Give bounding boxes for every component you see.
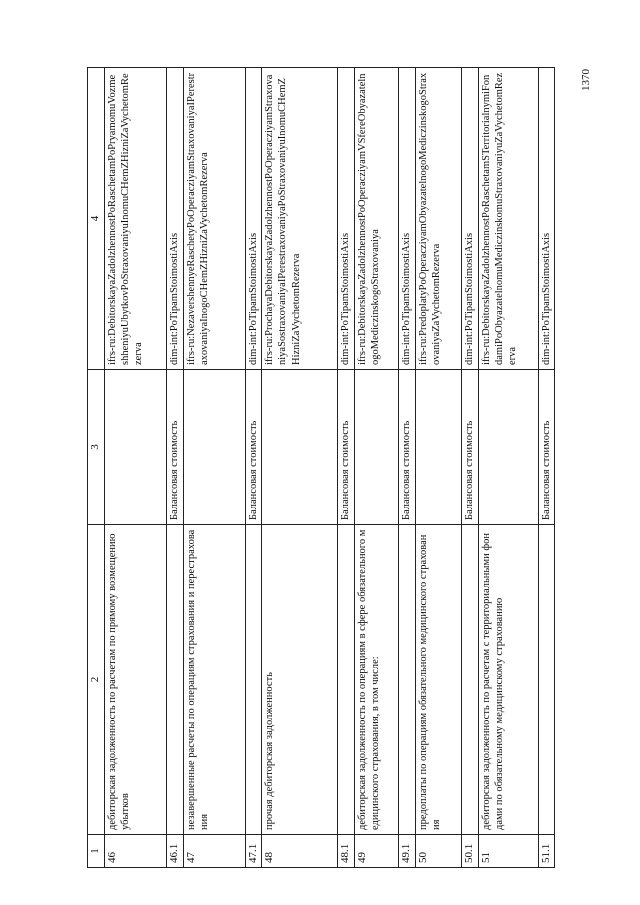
row-concept: ifrs-ru:DebitorskayaZadolzhennostPoRaschetamPoPryamomuVozmeshheniyuUbytkovPoStraxovaniyuInomuCHemZHizniZaVychetomRezerva [104, 68, 166, 370]
page-number-text: 1370 [580, 69, 592, 91]
row-concept: dim-int:PoTipamStoimostiAxis [461, 68, 478, 370]
row-measure: Балансовая стоимость [338, 370, 355, 525]
rotated-table-wrapper [87, 68, 552, 868]
row-description: дебиторская задолженность по расчетам по прямому возмещению убытков [104, 525, 166, 835]
row-number: 49.1 [399, 835, 416, 868]
row-concept: ifrs-ru:DebitorskayaZadolzhennostPoOperacziyamVSfereObyazatelnogoMediczinskogoStraxovaniya [355, 68, 399, 370]
column-header: 2 [88, 525, 105, 835]
table-row [166, 68, 183, 868]
row-concept: dim-int:PoTipamStoimostiAxis [399, 68, 416, 370]
row-measure: Балансовая стоимость [538, 370, 555, 525]
row-number: 50.1 [461, 835, 478, 868]
table-row [104, 68, 166, 868]
table-row [415, 68, 461, 868]
row-number: 47.1 [245, 835, 262, 868]
row-measure [478, 370, 538, 525]
row-description: предоплаты по операциям обязательного медицинского страхования [415, 525, 461, 835]
row-measure [262, 370, 338, 525]
row-number: 46 [104, 835, 166, 868]
table-row [478, 68, 538, 868]
table-row [262, 68, 338, 868]
row-number: 51 [478, 835, 538, 868]
row-number: 51.1 [538, 835, 555, 868]
row-measure: Балансовая стоимость [399, 370, 416, 525]
row-description: дебиторская задолженность по расчетам с территориальными фондами по обязательному медицинскому страхованию [478, 525, 538, 835]
table-row [461, 68, 478, 868]
row-concept: ifrs-ru:DebitorskayaZadolzhennostPoRaschetamSTerritorialnymiFondamiPoObyazatelnomuMediczinskomuStraxovaniyuZaVychetomRezerva [478, 68, 538, 370]
row-measure: Балансовая стоимость [461, 370, 478, 525]
table-row [538, 68, 555, 868]
row-number: 48 [262, 835, 338, 868]
row-description [338, 525, 355, 835]
row-description [538, 525, 555, 835]
table-row [355, 68, 399, 868]
column-header: 3 [88, 370, 105, 525]
column-header: 4 [88, 68, 105, 370]
row-number: 48.1 [338, 835, 355, 868]
table-row [399, 68, 416, 868]
row-measure [415, 370, 461, 525]
row-description [166, 525, 183, 835]
column-header: 1 [88, 835, 105, 868]
header-row [88, 68, 105, 868]
row-measure [104, 370, 166, 525]
table-row [338, 68, 355, 868]
row-measure: Балансовая стоимость [245, 370, 262, 525]
row-description: прочая дебиторская задолженность [262, 525, 338, 835]
row-number: 46.1 [166, 835, 183, 868]
row-description: незавершенные расчеты по операциям страхования и перестрахования [183, 525, 245, 835]
row-description [399, 525, 416, 835]
row-number: 49 [355, 835, 399, 868]
row-measure [183, 370, 245, 525]
row-description: дебиторская задолженность по операциям в сфере обязательного медицинского страхования, в том числе: [355, 525, 399, 835]
row-description [461, 525, 478, 835]
table-row [245, 68, 262, 868]
table-row [183, 68, 245, 868]
row-concept: ifrs-ru:PredoplatyPoOperacziyamObyazatelnogoMediczinskogoStraxovaniyaZaVychetomRezerva [415, 68, 461, 370]
row-description [245, 525, 262, 835]
row-concept: ifrs-ru:ProchayaDebitorskayaZadolzhennostPoOperacziyamStraxovaniyaSostraxovaniyaIPerestraxovaniyaPoStraxovaniyuInomuCHemZHizniZaVychetomRezerva [262, 68, 338, 370]
row-concept: ifrs-ru:NezavershennyeRaschetyPoOperacziyamStraxovaniyaIPerestraxovaniyaInogoCHemZHizniZaVychetomRezerva [183, 68, 245, 370]
data-table [87, 67, 555, 868]
row-concept: dim-int:PoTipamStoimostiAxis [338, 68, 355, 370]
row-number: 50 [415, 835, 461, 868]
row-concept: dim-int:PoTipamStoimostiAxis [166, 68, 183, 370]
row-measure [355, 370, 399, 525]
row-concept: dim-int:PoTipamStoimostiAxis [245, 68, 262, 370]
row-number: 47 [183, 835, 245, 868]
row-concept: dim-int:PoTipamStoimostiAxis [538, 68, 555, 370]
row-measure: Балансовая стоимость [166, 370, 183, 525]
